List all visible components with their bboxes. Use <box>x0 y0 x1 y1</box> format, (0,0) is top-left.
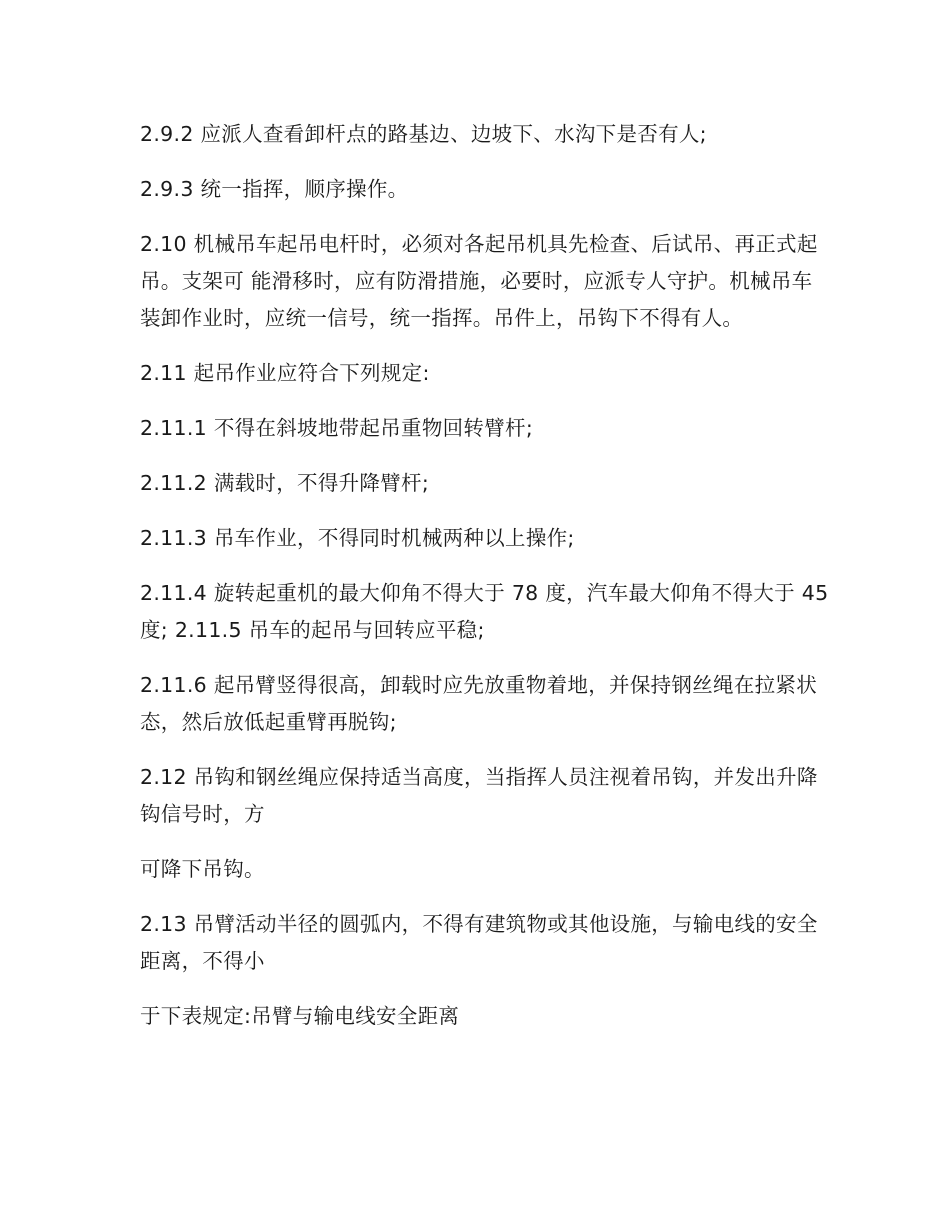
paragraph-2-9-2: 2.9.2 应派人查看卸杆点的路基边、边坡下、水沟下是否有人; <box>140 122 707 146</box>
paragraph-2-10: 2.10 机械吊车起吊电杆时，必须对各起吊机具先检查、后试吊、再正式起吊。支架可 能滑移时，应有防滑措施，必要时，应派专人守护。机械吊车装卸作业时，应统一信号，统一指挥。吊件上，吊钩下不得有人。 <box>140 232 818 330</box>
paragraph-2-13: 2.13 吊臂活动半径的圆弧内，不得有建筑物或其他设施，与输电线的安全距离，不得小 <box>140 912 818 973</box>
paragraph-2-12: 2.12 吊钩和钢丝绳应保持适当高度，当指挥人员注视着吊钩，并发出升降钩信号时，方 <box>140 765 818 826</box>
paragraph-2-13-continued: 于下表规定:吊臂与输电线安全距离 <box>140 1004 460 1028</box>
paragraph-2-11: 2.11 起吊作业应符合下列规定: <box>140 361 430 385</box>
paragraph-2-11-4: 2.11.4 旋转起重机的最大仰角不得大于 78 度，汽车最大仰角不得大于 45 度; 2.11.5 吊车的起吊与回转应平稳; <box>140 581 836 642</box>
paragraph-2-11-2: 2.11.2 满载时，不得升降臂杆; <box>140 471 430 495</box>
paragraph-2-9-3: 2.9.3 统一指挥，顺序操作。 <box>140 177 409 201</box>
paragraph-2-11-3: 2.11.3 吊车作业，不得同时机械两种以上操作; <box>140 526 575 550</box>
paragraph-2-11-1: 2.11.1 不得在斜坡地带起吊重物回转臂杆; <box>140 416 534 440</box>
paragraph-2-11-6: 2.11.6 起吊臂竖得很高，卸载时应先放重物着地，并保持钢丝绳在拉紧状态，然后放低起重臂再脱钩; <box>140 673 818 734</box>
document-body <box>140 116 836 1053</box>
paragraph-2-12-continued: 可降下吊钩。 <box>140 857 265 881</box>
